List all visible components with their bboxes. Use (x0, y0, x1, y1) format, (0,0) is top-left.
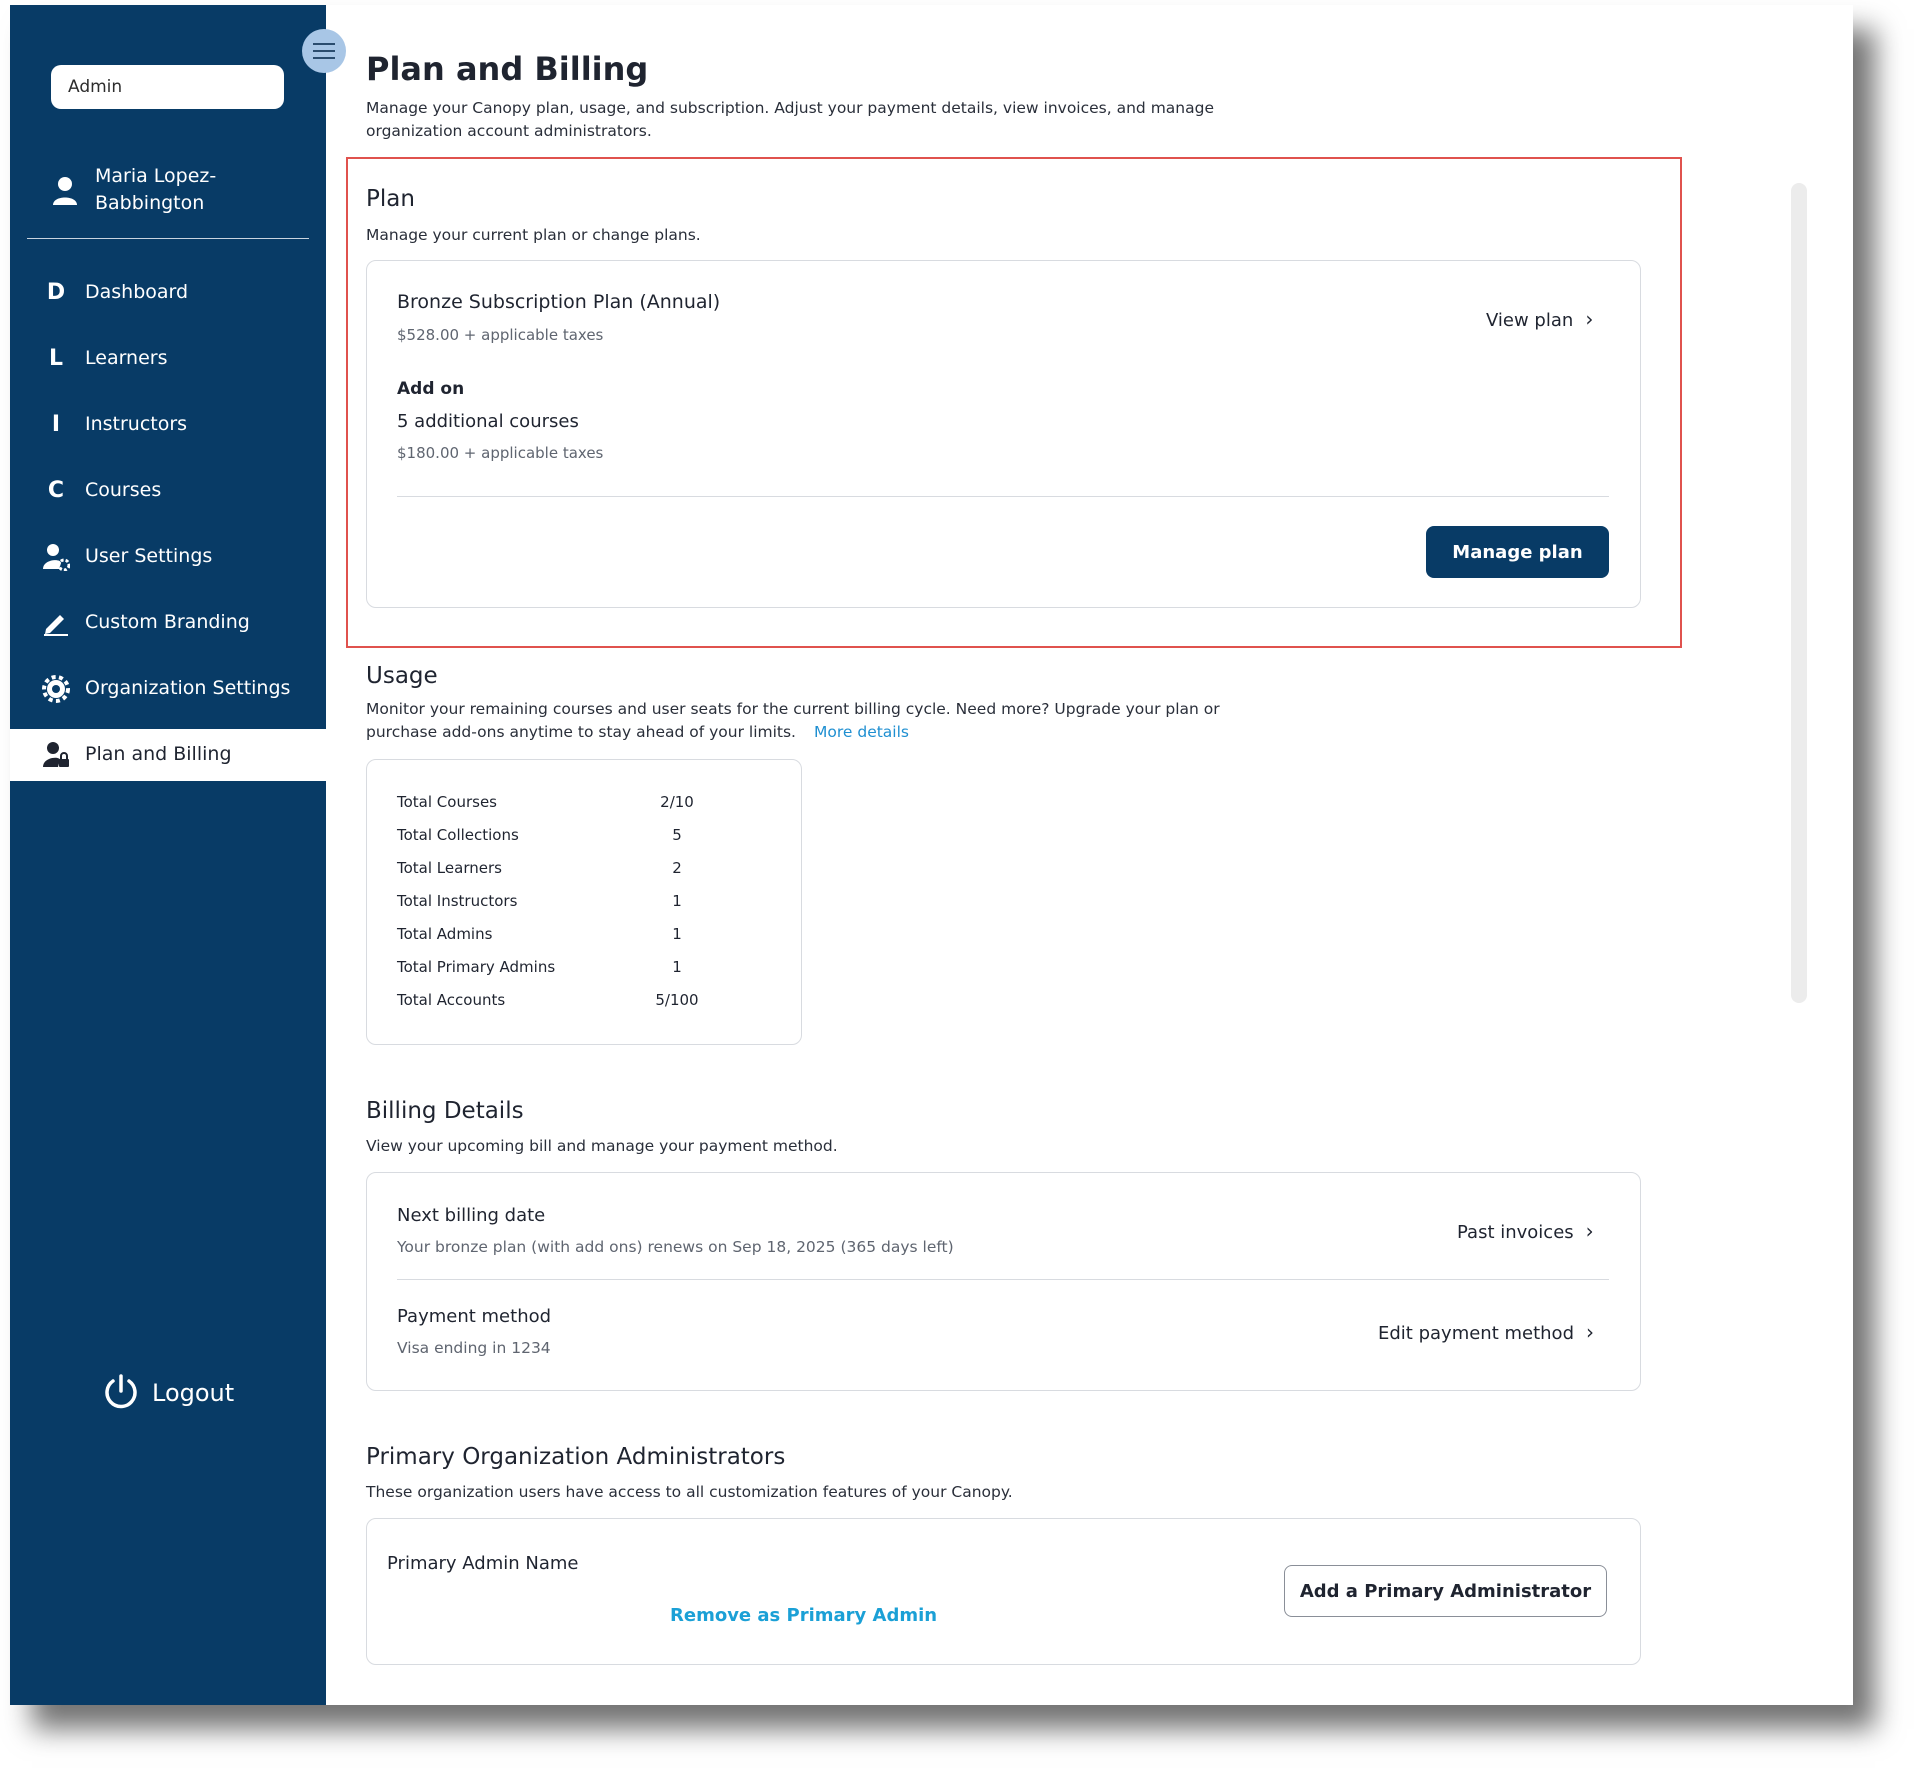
usage-value: 1 (672, 925, 682, 943)
addon-name: 5 additional courses (397, 411, 579, 432)
usage-card (366, 759, 802, 1045)
usage-description-text: Monitor your remaining courses and user seats for the current billing cycle. Need more? Upgrade your plan or purchase add-ons anytime to stay ahead of your limits. (366, 700, 1220, 741)
page-title: Plan and Billing (366, 50, 649, 88)
billing-card (366, 1172, 1641, 1391)
usage-label: Total Primary Admins (397, 958, 556, 976)
sidebar-item-label: Courses (85, 479, 162, 501)
sidebar-item-label: Organization Settings (85, 677, 291, 699)
logout-label: Logout (152, 1379, 235, 1407)
user-gear-icon (42, 543, 70, 571)
hamburger-line (313, 50, 335, 52)
sidebar-item-user-settings[interactable] (10, 531, 326, 583)
edit-payment-method-link[interactable] (1378, 1320, 1594, 1344)
chevron-right-icon: › (1585, 307, 1594, 331)
addon-price: $180.00 + applicable taxes (397, 444, 604, 462)
usage-label: Total Instructors (397, 892, 518, 910)
usage-label: Total Collections (397, 826, 519, 844)
plan-section-description: Manage your current plan or change plans. (366, 226, 701, 244)
billing-section-title: Billing Details (366, 1098, 524, 1124)
logout-button[interactable] (102, 1373, 262, 1413)
manage-plan-button[interactable]: Manage plan (1426, 526, 1609, 578)
pencil-icon (42, 609, 70, 637)
usage-label: Total Learners (397, 859, 502, 877)
usage-section-title: Usage (366, 663, 438, 689)
usage-value: 1 (672, 892, 682, 910)
add-primary-administrator-button[interactable]: Add a Primary Administrator (1284, 1565, 1607, 1617)
sidebar-item-plan-and-billing[interactable] (10, 729, 326, 781)
sidebar-item-organization-settings[interactable] (10, 663, 326, 715)
usage-row (397, 859, 747, 881)
usage-label: Total Admins (397, 925, 493, 943)
primary-admin-name: Primary Admin Name (387, 1553, 579, 1574)
usage-row (397, 793, 747, 815)
usage-value: 2 (672, 859, 682, 877)
learners-letter-icon: L (48, 346, 64, 371)
usage-row (397, 991, 747, 1013)
menu-toggle-button[interactable] (302, 29, 346, 73)
usage-value: 2/10 (660, 793, 694, 811)
payment-method-label: Payment method (397, 1306, 552, 1327)
payment-method-text: Visa ending in 1234 (397, 1339, 551, 1357)
vertical-scrollbar[interactable] (1791, 183, 1807, 1003)
sidebar-item-courses[interactable] (10, 465, 326, 517)
billing-card-divider (397, 1279, 1609, 1280)
instructors-letter-icon: I (51, 412, 61, 437)
usage-value: 1 (672, 958, 682, 976)
next-billing-text: Your bronze plan (with add ons) renews on Sep 18, 2025 (365 days left) (397, 1238, 954, 1256)
user-icon (52, 176, 78, 206)
usage-row (397, 892, 747, 914)
usage-row (397, 958, 747, 980)
role-selector[interactable]: Admin (51, 65, 284, 109)
usage-label: Total Courses (397, 793, 497, 811)
next-billing-label: Next billing date (397, 1205, 546, 1226)
sidebar-item-dashboard[interactable] (10, 267, 326, 319)
sidebar-item-learners[interactable] (10, 333, 326, 385)
sidebar (10, 5, 326, 1705)
more-details-link[interactable]: More details (814, 723, 909, 741)
hamburger-line (313, 57, 335, 59)
usage-value: 5 (672, 826, 682, 844)
user-profile[interactable] (40, 160, 310, 230)
sidebar-item-label: Custom Branding (85, 611, 250, 633)
sidebar-item-label: Instructors (85, 413, 188, 435)
page-description: Manage your Canopy plan, usage, and subscription. Adjust your payment details, view invoices, and manage organization account administrators. (366, 99, 1214, 140)
sidebar-divider (27, 238, 309, 239)
usage-section-description (366, 698, 1286, 744)
plan-name: Bronze Subscription Plan (Annual) (397, 291, 721, 313)
sidebar-item-instructors[interactable] (10, 399, 326, 451)
sidebar-item-label: User Settings (85, 545, 213, 567)
usage-row (397, 826, 747, 848)
plan-section-title: Plan (366, 186, 415, 212)
past-invoices-link[interactable] (1457, 1219, 1594, 1243)
hamburger-line (313, 43, 335, 45)
usage-label: Total Accounts (397, 991, 506, 1009)
usage-row (397, 925, 747, 947)
power-icon (102, 1373, 140, 1411)
sidebar-item-label: Learners (85, 347, 168, 369)
past-invoices-label: Past invoices (1457, 1222, 1574, 1243)
plan-section-highlight (346, 157, 1682, 648)
dashboard-letter-icon: D (46, 280, 66, 305)
edit-payment-method-label: Edit payment method (1378, 1323, 1574, 1344)
billing-section-description: View your upcoming bill and manage your payment method. (366, 1137, 838, 1155)
admins-card (366, 1518, 1641, 1665)
sidebar-item-label: Dashboard (85, 281, 189, 303)
plan-price: $528.00 + applicable taxes (397, 326, 604, 344)
admins-section-title: Primary Organization Administrators (366, 1444, 786, 1470)
usage-value: 5/100 (655, 991, 699, 1009)
gear-icon (42, 675, 70, 703)
sidebar-item-custom-branding[interactable] (10, 597, 326, 649)
user-name: Maria Lopez-Babbington (95, 165, 217, 214)
chevron-right-icon: › (1585, 1219, 1594, 1243)
user-lock-icon (42, 741, 70, 769)
addon-title: Add on (397, 379, 465, 399)
chevron-right-icon: › (1586, 1320, 1594, 1344)
view-plan-label: View plan (1486, 310, 1574, 331)
remove-primary-admin-link[interactable]: Remove as Primary Admin (670, 1605, 938, 1626)
admins-section-description: These organization users have access to all customization features of your Canopy. (366, 1483, 1013, 1501)
sidebar-item-label: Plan and Billing (85, 743, 232, 765)
courses-letter-icon: C (47, 478, 65, 503)
